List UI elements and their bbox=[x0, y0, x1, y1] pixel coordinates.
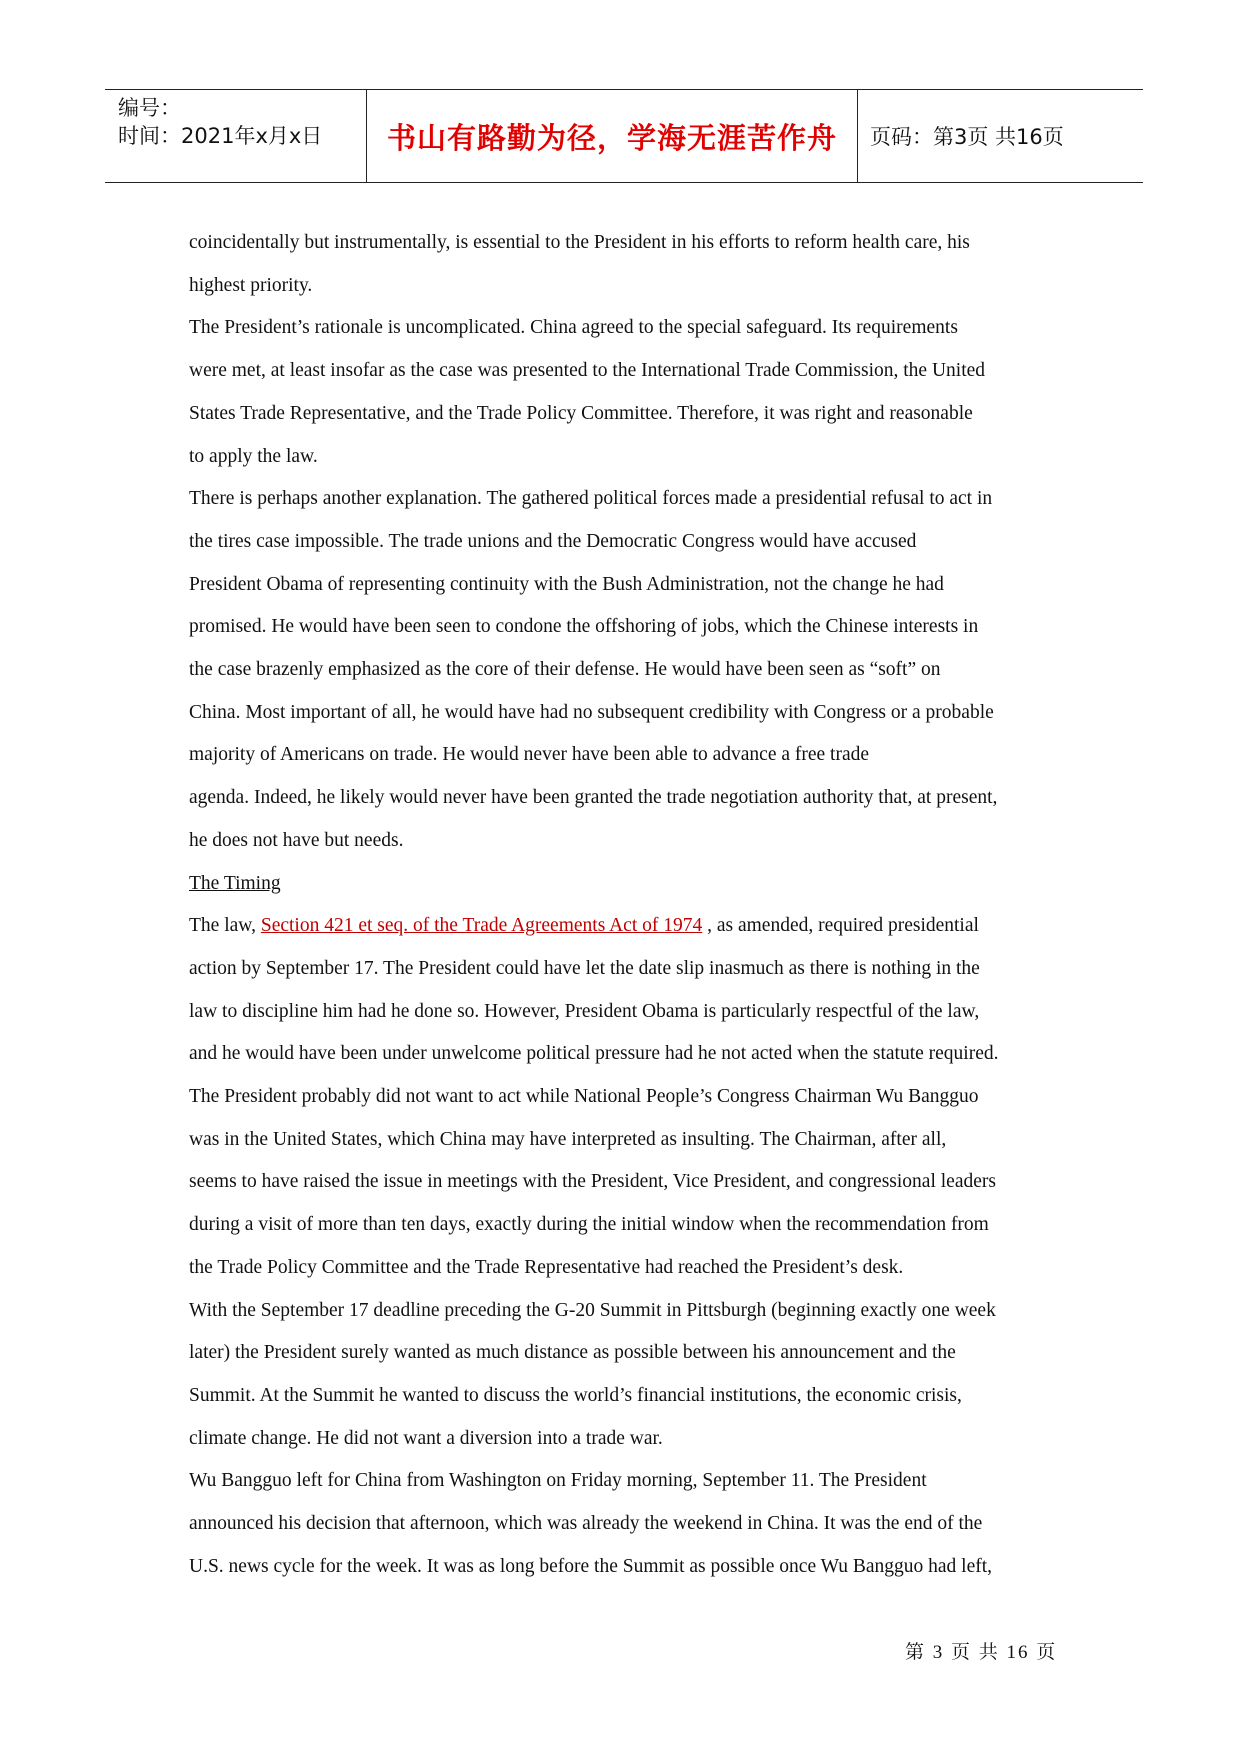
body-line: U.S. news cycle for the week. It was as long before the Summit as possible once Wu Bangguo had left, bbox=[189, 1555, 993, 1577]
body-line: later) the President surely wanted as much distance as possible between his announcement and the bbox=[189, 1342, 956, 1364]
number-label: 编号： bbox=[118, 96, 181, 120]
law-line bbox=[189, 905, 1069, 948]
law-prefix: The law, bbox=[189, 915, 261, 937]
body-line: highest priority. bbox=[189, 274, 313, 296]
header-meta bbox=[105, 90, 367, 182]
body-line: Wu Bangguo left for China from Washington on Friday morning, September 11. The President bbox=[189, 1470, 927, 1492]
body-line: the tires case impossible. The trade unions and the Democratic Congress would have accused bbox=[189, 530, 917, 552]
body-line: majority of Americans on trade. He would never have been able to advance a free trade bbox=[189, 744, 870, 766]
page-footer: 第 3 页 共 16 页 bbox=[905, 1642, 1058, 1663]
body-line: during a visit of more than ten days, exactly during the initial window when the recommendation from bbox=[189, 1214, 989, 1236]
header-table bbox=[105, 89, 1143, 183]
law-link[interactable]: Section 421 et seq. of the Trade Agreements Act of 1974 bbox=[260, 915, 703, 937]
body-line: was in the United States, which China may have interpreted as insulting. The Chairman, after all, bbox=[189, 1128, 947, 1150]
body-line: climate change. He did not want a diversion into a trade war. bbox=[189, 1427, 663, 1449]
body-line: China. Most important of all, he would have had no subsequent credibility with Congress or a probable bbox=[189, 701, 994, 723]
body-line: coincidentally but instrumentally, is essential to the President in his efforts to reform health care, his bbox=[189, 232, 970, 253]
law-suffix: , as amended, required presidential bbox=[702, 915, 979, 937]
body-line: to apply the law. bbox=[189, 445, 318, 467]
body-line: the case brazenly emphasized as the core of their defense. He would have been seen as “soft” on bbox=[189, 659, 941, 681]
body-line: and he would have been under unwelcome political pressure had he not acted when the statute required. bbox=[189, 1043, 999, 1065]
time-label: 时间：2021年x月x日 bbox=[118, 124, 323, 148]
body-line: Summit. At the Summit he wanted to discuss the world’s financial institutions, the economic crisis, bbox=[189, 1384, 962, 1406]
body-line: President Obama of representing continuity with the Bush Administration, not the change he had bbox=[189, 573, 944, 595]
header-motto: 书山有路勤为径，学海无涯苦作舟 bbox=[367, 90, 858, 182]
header-page-info: 页码：第3页 共16页 bbox=[870, 125, 1064, 149]
body-line: law to discipline him had he done so. However, President Obama is particularly respectful of the law, bbox=[189, 1000, 980, 1022]
body-line: promised. He would have been seen to condone the offshoring of jobs, which the Chinese interests in bbox=[189, 616, 979, 638]
body-line: action by September 17. The President could have let the date slip inasmuch as there is nothing in the bbox=[189, 957, 980, 979]
body-line: he does not have but needs. bbox=[189, 829, 404, 851]
body-line: seems to have raised the issue in meetings with the President, Vice President, and congressional leaders bbox=[189, 1171, 996, 1193]
body-line: announced his decision that afternoon, which was already the weekend in China. It was the end of the bbox=[189, 1513, 983, 1535]
body-line: With the September 17 deadline preceding the G-20 Summit in Pittsburgh (beginning exactly one week bbox=[189, 1299, 996, 1321]
section-heading: The Timing bbox=[189, 872, 281, 894]
document-body bbox=[189, 222, 1069, 1589]
body-line: The President probably did not want to act while National People’s Congress Chairman Wu Bangguo bbox=[189, 1086, 979, 1108]
body-line: agenda. Indeed, he likely would never have been granted the trade negotiation authority that, at present, bbox=[189, 787, 998, 809]
body-line: There is perhaps another explanation. The gathered political forces made a presidential refusal to act in bbox=[189, 488, 993, 510]
body-line: States Trade Representative, and the Trade Policy Committee. Therefore, it was right and reasonable bbox=[189, 402, 973, 424]
body-line: the Trade Policy Committee and the Trade Representative had reached the President’s desk. bbox=[189, 1256, 904, 1278]
body-line: The President’s rationale is uncomplicated. China agreed to the special safeguard. Its requirements bbox=[189, 317, 958, 339]
body-line: were met, at least insofar as the case was presented to the International Trade Commission, the United bbox=[189, 360, 986, 382]
